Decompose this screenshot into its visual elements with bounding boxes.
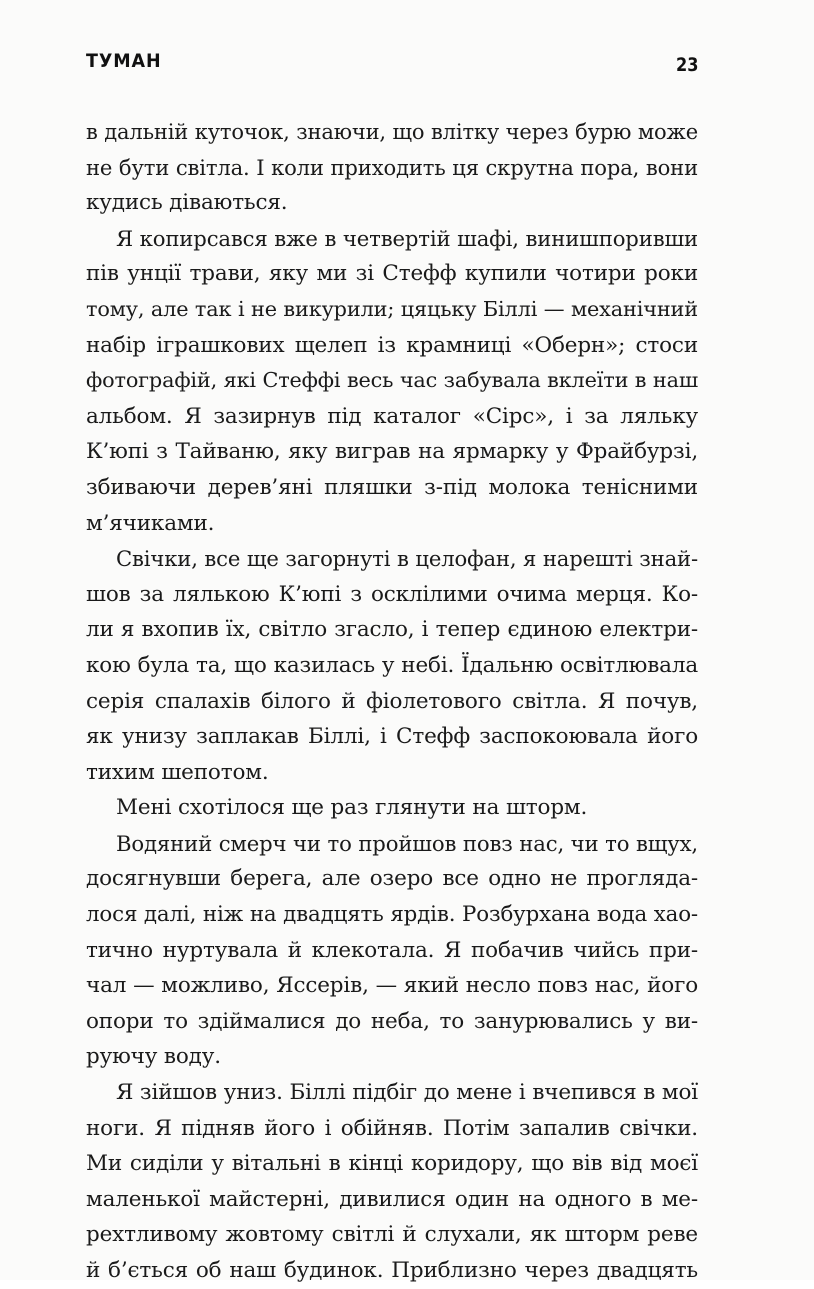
text-line: руючу воду. [86, 1044, 221, 1070]
running-head [86, 50, 698, 84]
text-line: кою була та, що казилась у небі. Їдальню освітлювала [86, 652, 698, 678]
text-line: Водяний смерч чи то пройшов повз нас, чи то вщух, [116, 830, 698, 856]
text-line: м’ячиками. [86, 510, 215, 536]
text-line: рехтливому жовтому світлі й слухали, як шторм реве [86, 1222, 698, 1248]
text-line: альбом. Я зазирнув під каталог «Сірс», і за ляльку [86, 403, 698, 429]
text-line: тихим шепотом. [86, 759, 269, 785]
text-line: кудись діваються. [86, 190, 288, 216]
page-number: 23 [675, 54, 698, 76]
text-line: тично нуртувала й клекотала. Я побачив чийсь при- [86, 937, 698, 963]
book-title: ТУМАН [86, 50, 162, 72]
text-line: досягнувши берега, але озеро все одно не проглядa- [86, 866, 698, 892]
text-line: пів унції трави, яку ми зі Стефф купили чотири роки [86, 261, 698, 287]
text-line: маленької майстерні, дивилися один на одного в ме- [86, 1186, 698, 1212]
text-line: Мені схотілося ще раз глянути на шторм. [116, 795, 588, 821]
text-line: Свічки, все ще загорнуті в целофан, я нарешті знай- [116, 546, 698, 572]
text-line: чал — можливо, Яссерів, — який несло повз нас, його [86, 973, 698, 999]
text-line: як унизу заплакав Біллі, і Стефф заспокоювала його [86, 724, 698, 750]
text-line: й б’ється об наш будинок. Приблизно через двадцять [86, 1258, 698, 1283]
text-line: збиваючи дерев’яні пляшки з-під молока тенісними [86, 474, 698, 500]
text-line: Ми сиділи у вітальні в кінці коридору, що вів від моєї [86, 1151, 698, 1177]
body-text [86, 114, 698, 1289]
text-line: Я копирсався вже в четвертій шафі, винишпоривши [116, 225, 698, 251]
text-line: лося далі, ніж на двадцять ярдів. Розбурхана вода хао- [86, 902, 698, 928]
text-line: серія спалахів білого й фіолетового світла. Я почув, [86, 688, 698, 714]
text-line: опори то здіймалися до неба, то занурювались у ви- [86, 1008, 698, 1034]
text-line: ноги. Я підняв його і обійняв. Потім запалив свічки. [86, 1115, 698, 1141]
text-line: фотографій, які Стеффі весь час забувала вклеїти в наш [86, 368, 698, 393]
text-line: в дальній куточок, знаючи, що влітку через бурю може [86, 119, 698, 144]
text-line: К’юпі з Тайваню, яку виграв на ярмарку у Фрайбурзі, [86, 439, 698, 465]
text-line: шов за лялькою К’юпі з осклілими очима мерця. Ко- [86, 581, 698, 607]
text-line: не бути світла. І коли приходить ця скрутна пора, вони [86, 154, 698, 180]
text-line: Я зійшов униз. Біллі підбіг до мене і вчепився в мої [116, 1080, 698, 1106]
text-line: набір іграшкових щелеп із крамниці «Оберн»; стоси [86, 332, 698, 358]
text-line: тому, але так і не викурили; цяцьку Біллі — механічний [86, 296, 698, 321]
text-line: ли я вхопив їх, світло згасло, і тепер єдиною електри- [86, 617, 698, 643]
